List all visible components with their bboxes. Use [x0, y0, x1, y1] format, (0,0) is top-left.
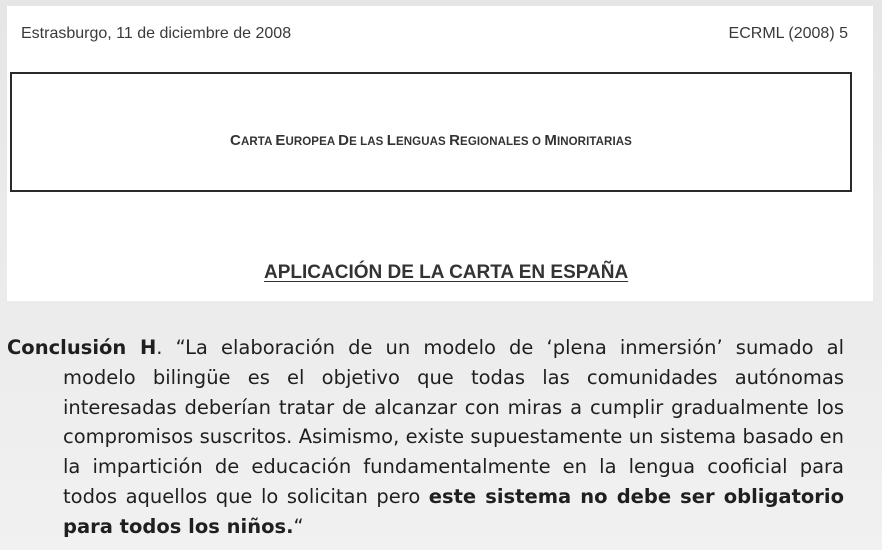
quote-close: “	[293, 514, 304, 538]
title-cap: E	[275, 132, 286, 149]
title-rest: E LAS	[349, 136, 387, 148]
charter-title	[12, 132, 850, 149]
quote-text: “La elaboración de un modelo de ‘plena inmersión’ sumado al modelo bilingüe es el objetivo que todas las comunidades autónomas interesadas deberían tratar de alcanzar con miras a cumplir gradualmente los compromisos suscritos. Asimismo, existe supuestamente un sistema basado en la impartición de educación fundamentalmente en la lengua cooficial para todos aquellos que lo solicitan pero	[63, 336, 845, 508]
document-subtitle: APLICACIÓN DE LA CARTA EN ESPAÑA	[264, 262, 629, 283]
title-cap: C	[230, 132, 241, 149]
document-date: Estrasburgo, 11 de diciembre de 2008	[21, 25, 292, 42]
conclusion-quote	[7, 333, 844, 542]
title-cap: M	[544, 132, 557, 149]
title-rest: ENGUAS	[396, 136, 450, 148]
title-rest: ARTA	[240, 136, 276, 148]
title-cap: R	[449, 132, 461, 149]
document-reference: ECRML (2008) 5	[728, 25, 848, 42]
title-rest: INORITARIAS	[556, 136, 632, 148]
label-separator: .	[156, 336, 176, 359]
title-box	[10, 72, 852, 192]
title-cap: L	[386, 132, 396, 149]
title-cap: D	[338, 132, 350, 149]
title-rest: EGIONALES O	[460, 136, 545, 148]
quote-emphasis: este sistema no debe ser obligatorio para todos los niños.	[63, 484, 844, 538]
title-rest: UROPEA	[285, 136, 339, 148]
conclusion-label: Conclusión H	[7, 336, 157, 359]
document-excerpt	[7, 6, 873, 301]
